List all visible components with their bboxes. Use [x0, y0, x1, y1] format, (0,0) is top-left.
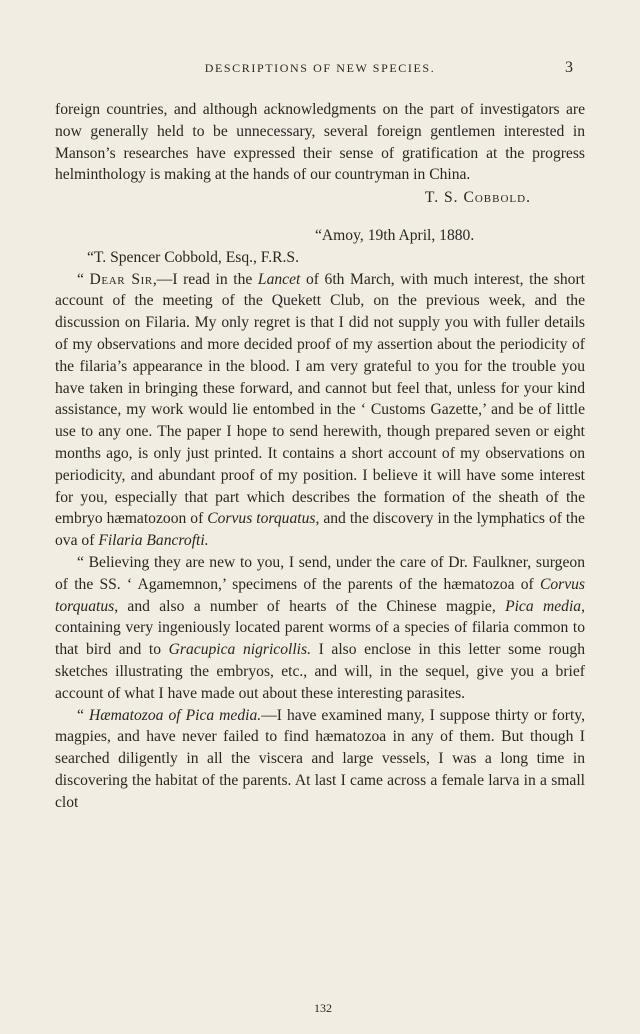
letter-paragraph-3 [55, 705, 585, 814]
page-number: 3 [565, 59, 573, 76]
text-run: ,—I read in the [152, 270, 258, 288]
signature: T. S. Cobbold. [424, 189, 531, 207]
letter-paragraph-1 [55, 269, 585, 552]
letter-addressee: “T. Spencer Cobbold, Esq., F.R.S. [87, 248, 299, 266]
paragraph-intro: foreign countries, and although acknowledgments on the part of investigators are now generally held to be unnecessary, several foreign gentlemen interested in Manson’s researches have expressed their sense of gratification at the progress helminthology is making at the hands of our countryman in China. [55, 101, 585, 184]
running-head: DESCRIPTIONS OF NEW SPECIES. [204, 61, 436, 75]
journal-title: Lancet [257, 270, 301, 288]
folio-number: 132 [314, 1001, 332, 1015]
quote-mark: “ [77, 706, 89, 724]
text-run: , containing very ingeniously located parent worms of a species of filaria common to that bird and to [55, 597, 585, 659]
species-name: Corvus torquatus [207, 510, 316, 528]
text-run: —I have examined many, I suppose thirty or forty, magpies, and have never failed to find hæmatozoa in any of them. But though I searched diligently in all the viscera and large vessels, I was a long time in discovering the habitat of the parents. At last I came across a female larva in a small clot [55, 706, 586, 811]
species-name: Corvus torquatus [55, 575, 585, 615]
species-name: Pica media [505, 597, 582, 615]
body-text [55, 99, 585, 814]
quote-mark: “ [77, 270, 90, 288]
species-name: Gracupica nigricollis. [168, 641, 311, 659]
text-run: I also enclose in this letter some rough sketches illustrating the embryos, etc., and will, in the sequel, give you a brief account of what I have made out about these interesting parasites. [55, 641, 585, 702]
text-run: “ Believing they are new to you, I send, under the care of Dr. Faulkner, surgeon of the SS. ‘ Agamemnon,’ specimens of the parents of the hæmatozoa of [55, 553, 585, 593]
text-run: , and also a number of hearts of the Chinese magpie, [114, 597, 506, 615]
letter-paragraph-2 [55, 552, 585, 705]
letter-dateline: “Amoy, 19th April, 1880. [315, 226, 475, 244]
page-header [0, 61, 640, 81]
salutation: Dear Sir [89, 270, 153, 288]
text-run: , and the discovery in the lymphatics of the ova of [55, 510, 585, 550]
species-name: Filaria Bancrofti. [98, 532, 209, 550]
section-heading: Hæmatozoa of Pica media. [88, 706, 262, 724]
text-run: of 6th March, with much interest, the short account of the meeting of the Quekett Club, on the previous week, and the discussion on Filaria. My only regret is that I did not supply you with fuller details of my observations and more decided proof of my assertion about the periodicity of the filaria’s appearance in the blood. I am very grateful to you for the trouble you have taken in bringing these forward, and cannot but feel that, unless for your kind assistance, my work would lie entombed in the ‘ Customs Gazette,’ and be of little use to any one. The paper I hope to send herewith, though prepared seven or eight months ago, is only just printed. It contains a short account of my observations on periodicity, and abundant proof of my position. I believe it will have some interest for you, especially that part which describes the formation of the sheath of the embryo hæmatozoon of [55, 270, 585, 528]
